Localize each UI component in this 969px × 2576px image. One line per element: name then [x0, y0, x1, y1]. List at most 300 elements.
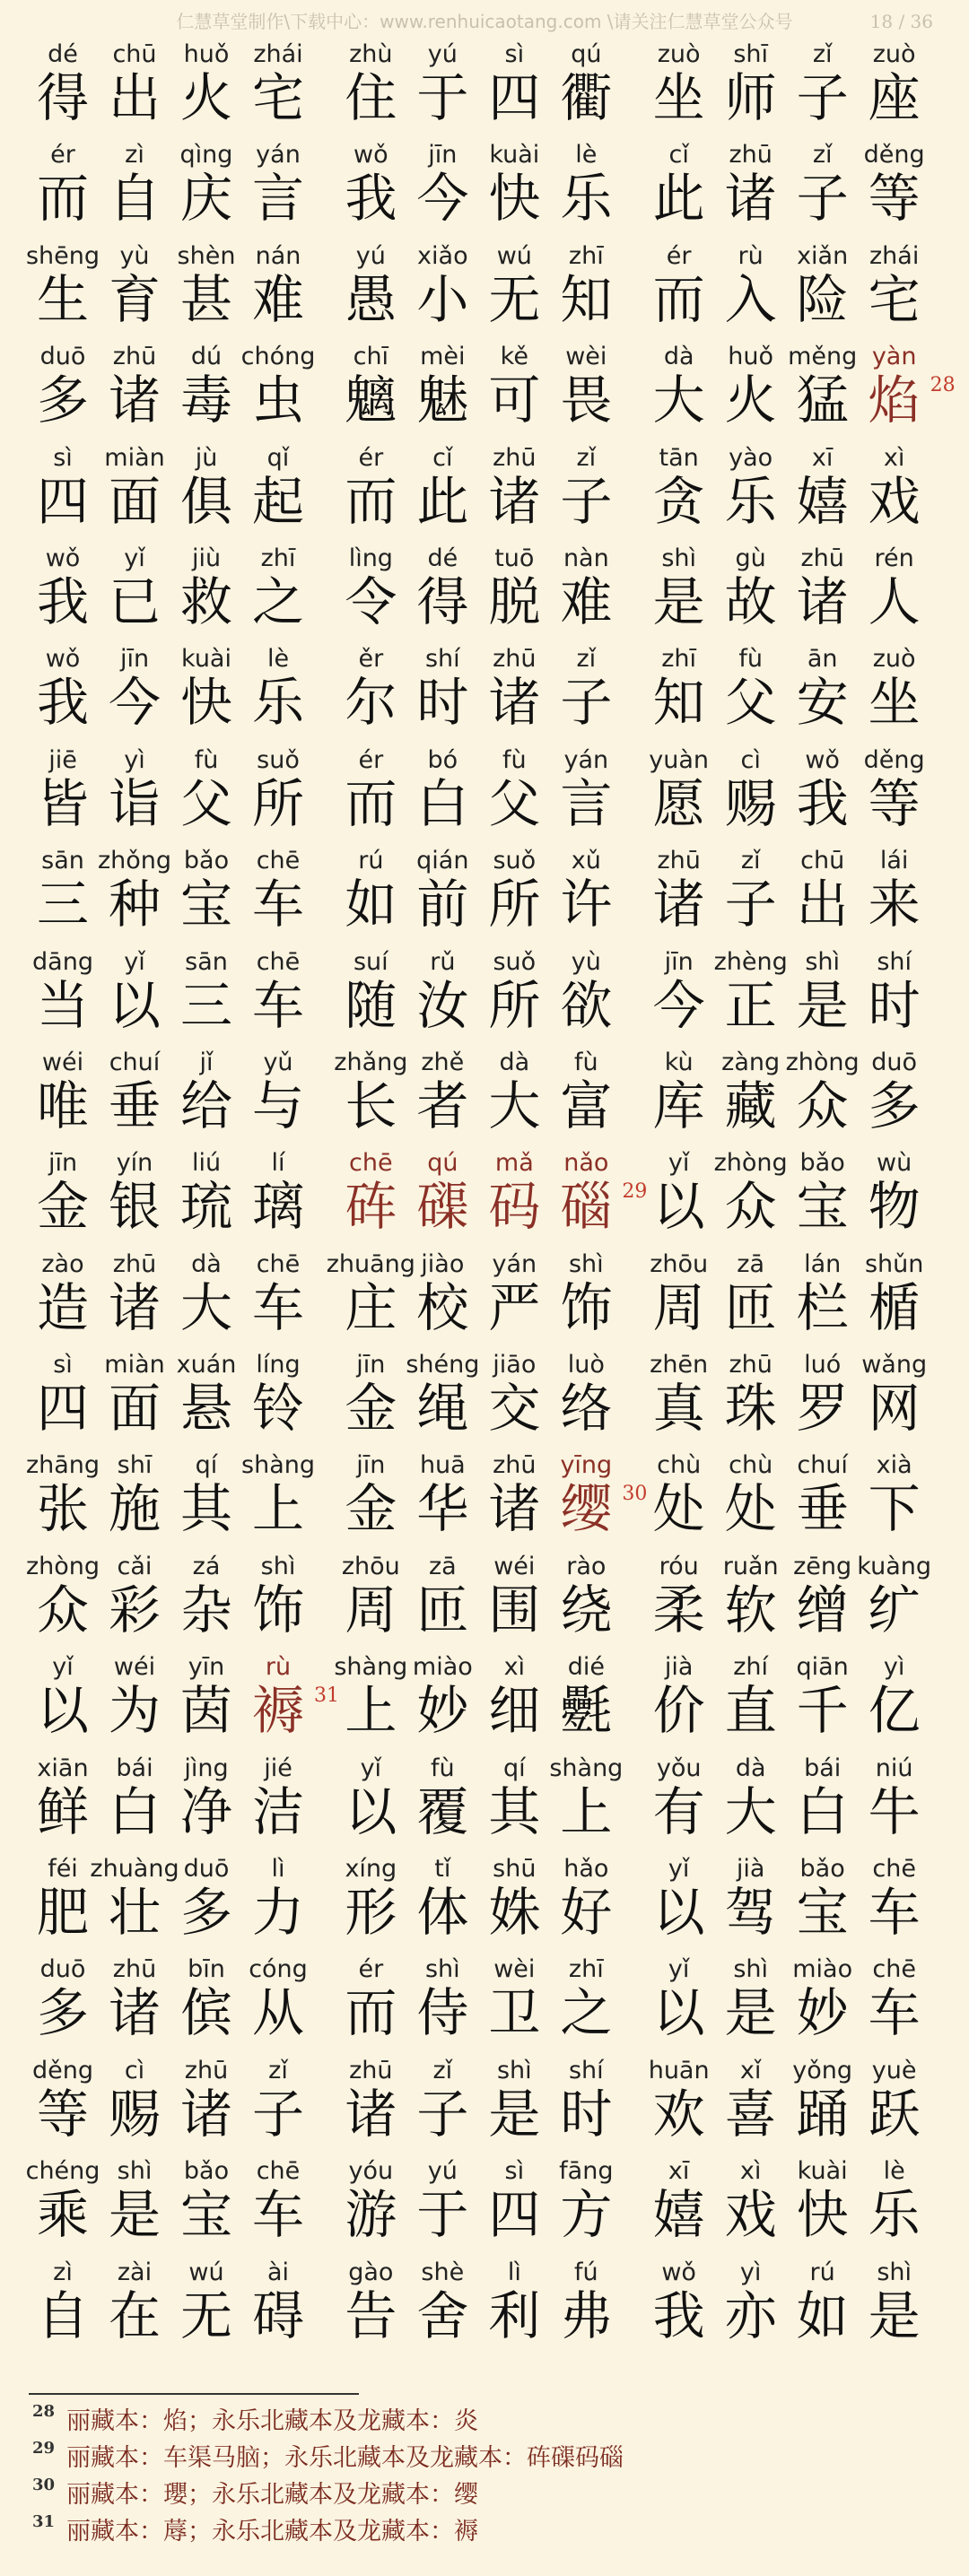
pinyin: lì — [271, 1855, 285, 1884]
hanzi: 众 — [796, 1075, 849, 1136]
character-cell — [859, 1850, 930, 1951]
pinyin: yīng — [560, 1451, 613, 1480]
character-cell — [99, 2052, 170, 2153]
hanzi: 磲 — [416, 1176, 469, 1238]
pinyin: jīn — [356, 1451, 386, 1480]
pinyin: sì — [53, 1351, 73, 1379]
verse-row — [27, 338, 956, 439]
hanzi: 弗 — [560, 2284, 613, 2346]
character-cell — [27, 1447, 99, 1547]
pinyin: shí — [877, 947, 912, 976]
character-cell — [715, 540, 787, 640]
character-cell — [715, 1850, 787, 1951]
verse-row — [27, 1246, 951, 1346]
verse-phrase — [27, 640, 335, 741]
character-cell — [550, 640, 622, 741]
character-cell — [99, 742, 170, 842]
character-cell — [643, 540, 715, 640]
character-cell — [27, 1144, 99, 1245]
hanzi: 珠 — [724, 1378, 777, 1440]
pinyin: shū — [493, 1855, 537, 1884]
hanzi: 子 — [560, 672, 613, 734]
pinyin: zhù — [349, 40, 393, 68]
pinyin: yuàn — [649, 745, 710, 774]
hanzi: 令 — [345, 570, 397, 632]
hanzi: 四 — [488, 67, 541, 128]
hanzi: 饰 — [560, 1276, 613, 1338]
character-cell — [643, 36, 715, 136]
footnote-reference[interactable]: 31 — [314, 1684, 339, 1708]
hanzi: 大 — [179, 1276, 232, 1338]
footnote-item — [32, 2477, 930, 2514]
hanzi: 子 — [251, 2083, 304, 2145]
verse-phrase — [27, 2254, 335, 2354]
pinyin: kuàng — [857, 1552, 932, 1580]
character-cell — [550, 36, 622, 136]
pinyin: huǒ — [183, 40, 230, 68]
hanzi: 诸 — [108, 1982, 161, 2044]
character-cell — [27, 1649, 99, 1749]
pinyin: yǐ — [360, 1754, 382, 1782]
hanzi: 罗 — [796, 1378, 849, 1440]
hanzi: 氎 — [560, 1680, 613, 1742]
character-cell — [478, 136, 550, 237]
hanzi: 等 — [868, 168, 921, 230]
character-cell — [170, 1447, 242, 1547]
character-cell — [643, 2153, 715, 2253]
pinyin: yǐ — [668, 1955, 690, 1984]
hanzi: 垂 — [796, 1478, 849, 1540]
hanzi: 其 — [488, 1780, 541, 1842]
verse-row — [27, 2153, 951, 2253]
hanzi: 从 — [251, 1982, 304, 2044]
pinyin: huǒ — [728, 343, 774, 371]
verse-phrase — [27, 944, 335, 1044]
character-cell — [242, 1750, 314, 1850]
pinyin: shàng — [241, 1451, 315, 1480]
hanzi: 交 — [488, 1378, 541, 1440]
verse-phrase — [643, 742, 951, 842]
pinyin: líng — [256, 1351, 301, 1379]
character-cell — [787, 1649, 859, 1749]
hanzi: 嬉 — [652, 2184, 705, 2246]
character-cell — [406, 1548, 478, 1649]
character-cell — [27, 1548, 99, 1649]
footnote-text: 丽藏本：瓔；永乐北藏本及龙藏本：缨 — [66, 2481, 478, 2509]
footnote-item — [32, 2404, 930, 2441]
hanzi: 知 — [560, 268, 613, 330]
hanzi: 悬 — [179, 1378, 232, 1440]
pinyin: yīn — [188, 1653, 225, 1682]
character-cell — [478, 640, 550, 741]
character-cell — [859, 1144, 930, 1245]
pinyin: qú — [571, 40, 602, 68]
character-cell — [787, 1951, 859, 2051]
pinyin: shì — [260, 1552, 296, 1580]
character-cell — [335, 2052, 406, 2153]
character-cell — [643, 2052, 715, 2153]
character-cell — [170, 1548, 242, 1649]
hanzi: 妙 — [796, 1982, 849, 2044]
hanzi: 是 — [652, 570, 705, 632]
page-header — [0, 0, 969, 39]
pinyin: kuài — [181, 645, 231, 674]
hanzi: 多 — [868, 1075, 921, 1136]
character-cell — [406, 338, 478, 439]
hanzi: 乐 — [724, 470, 777, 532]
hanzi: 入 — [724, 268, 777, 330]
character-cell — [99, 338, 170, 439]
hanzi: 面 — [108, 1378, 161, 1440]
character-cell — [27, 1951, 99, 2051]
hanzi: 游 — [345, 2184, 397, 2246]
pinyin: chéng — [25, 2157, 100, 2186]
character-cell — [643, 338, 715, 439]
character-cell — [550, 1447, 622, 1547]
hanzi: 魑 — [345, 370, 397, 431]
character-cell — [335, 1750, 406, 1850]
character-cell — [859, 944, 930, 1044]
character-cell — [99, 1750, 170, 1850]
pinyin: jīn — [664, 947, 694, 976]
character-cell — [170, 1246, 242, 1346]
pinyin: děng — [863, 745, 925, 774]
pinyin: shàng — [549, 1754, 624, 1782]
hanzi: 正 — [724, 974, 777, 1036]
hanzi: 子 — [724, 874, 777, 936]
character-cell — [27, 944, 99, 1044]
pinyin: lìng — [348, 544, 393, 572]
verse-phrase — [27, 238, 335, 338]
pinyin: ruǎn — [722, 1552, 779, 1580]
character-cell — [27, 842, 99, 943]
hanzi: 价 — [652, 1680, 705, 1742]
hanzi: 大 — [724, 1780, 777, 1842]
character-cell — [406, 238, 478, 338]
character-cell — [99, 1649, 170, 1749]
pinyin: jià — [664, 1653, 694, 1682]
hanzi: 匝 — [724, 1276, 777, 1338]
verse-phrase — [27, 1447, 335, 1547]
pinyin: miào — [412, 1653, 473, 1682]
character-cell — [715, 640, 787, 741]
pinyin: nàn — [563, 544, 609, 572]
hanzi: 许 — [560, 874, 613, 936]
character-cell — [335, 238, 406, 338]
hanzi: 得 — [416, 570, 469, 632]
character-cell — [787, 2153, 859, 2253]
hanzi: 欢 — [652, 2083, 705, 2145]
verse-phrase — [335, 1750, 642, 1850]
footnote-text: 丽藏本：车渠马脑；永乐北藏本及龙藏本：砗磲码碯 — [66, 2444, 624, 2472]
hanzi: 软 — [724, 1579, 777, 1640]
hanzi: 与 — [251, 1075, 304, 1136]
character-cell — [242, 1044, 314, 1144]
pinyin: zhū — [657, 847, 701, 875]
character-cell — [27, 1246, 99, 1346]
pinyin: luò — [567, 1351, 605, 1379]
hanzi: 此 — [652, 168, 705, 230]
footnote-reference[interactable]: 28 — [930, 374, 956, 397]
character-cell — [27, 2052, 99, 2153]
pinyin: zhū — [112, 1249, 157, 1278]
verse-phrase — [643, 439, 951, 540]
verse-row — [27, 36, 951, 136]
character-cell — [478, 540, 550, 640]
hanzi: 宝 — [796, 1176, 849, 1238]
character-cell — [550, 238, 622, 338]
hanzi: 子 — [560, 470, 613, 532]
pinyin: suǒ — [493, 847, 537, 875]
character-cell — [335, 1144, 406, 1245]
verse-phrase — [27, 2153, 335, 2253]
hanzi: 众 — [36, 1579, 89, 1640]
footnote-reference[interactable]: 30 — [622, 1483, 648, 1506]
hanzi: 故 — [724, 570, 777, 632]
pinyin: suǒ — [257, 745, 300, 774]
pinyin: kù — [664, 1048, 694, 1076]
hanzi: 如 — [796, 2284, 849, 2346]
verse-row — [27, 842, 951, 943]
pinyin: sān — [41, 847, 84, 875]
hanzi: 嬉 — [796, 470, 849, 532]
hanzi: 险 — [796, 268, 849, 330]
pinyin: děng — [863, 141, 925, 170]
footnote-text: 丽藏本：焰；永乐北藏本及龙藏本：炎 — [66, 2407, 478, 2435]
hanzi: 网 — [868, 1378, 921, 1440]
verse-phrase — [335, 540, 642, 640]
hanzi: 诸 — [488, 470, 541, 532]
pinyin: qián — [416, 847, 469, 875]
hanzi: 是 — [796, 974, 849, 1036]
hanzi: 众 — [724, 1176, 777, 1238]
pinyin: bǎo — [799, 1149, 845, 1178]
verse-phrase — [27, 338, 335, 439]
hanzi: 白 — [796, 1780, 849, 1842]
character-cell — [859, 1246, 930, 1346]
character-cell — [406, 136, 478, 237]
pinyin: zhǎng — [334, 1048, 408, 1076]
character-cell — [478, 1750, 550, 1850]
verse-row — [27, 1044, 951, 1144]
pinyin: mǎ — [494, 1149, 534, 1178]
character-cell — [643, 742, 715, 842]
verse-phrase — [335, 2153, 642, 2253]
pinyin: zhě — [421, 1048, 465, 1076]
pinyin: qí — [503, 1754, 526, 1782]
hanzi: 姝 — [488, 1882, 541, 1944]
character-cell — [715, 1144, 787, 1245]
verse-row — [27, 640, 951, 741]
pinyin: ér — [358, 745, 384, 774]
hanzi: 快 — [796, 2184, 849, 2246]
hanzi: 宅 — [868, 268, 921, 330]
character-cell — [787, 640, 859, 741]
hanzi: 当 — [36, 974, 89, 1036]
verse-row — [27, 1951, 951, 2051]
hanzi: 宅 — [251, 67, 304, 128]
character-cell — [242, 338, 314, 439]
character-cell — [335, 1548, 406, 1649]
character-cell — [99, 439, 170, 540]
pinyin: shī — [733, 40, 768, 68]
pinyin: lè — [266, 645, 290, 674]
hanzi: 诸 — [345, 2083, 397, 2145]
character-cell — [478, 1548, 550, 1649]
hanzi: 可 — [488, 370, 541, 431]
hanzi: 乐 — [868, 2184, 921, 2246]
pinyin: fú — [574, 2258, 598, 2286]
hanzi: 座 — [868, 67, 921, 128]
pinyin: xiǎn — [797, 241, 849, 270]
pinyin: róu — [659, 1552, 699, 1580]
hanzi: 今 — [652, 974, 705, 1036]
pinyin: lái — [879, 847, 909, 875]
hanzi: 已 — [108, 570, 161, 632]
hanzi: 碍 — [251, 2284, 304, 2346]
verse-row — [27, 2052, 951, 2153]
character-cell — [550, 540, 622, 640]
verse-phrase — [643, 1044, 951, 1144]
pinyin: cǐ — [668, 141, 689, 170]
pinyin: rù — [738, 241, 764, 270]
pinyin: dà — [663, 343, 694, 371]
hanzi: 时 — [868, 974, 921, 1036]
character-cell — [787, 1044, 859, 1144]
pinyin: gào — [348, 2258, 394, 2286]
character-cell — [242, 742, 314, 842]
character-cell — [406, 1951, 478, 2051]
character-cell — [787, 1346, 859, 1447]
hanzi: 尔 — [345, 672, 397, 734]
hanzi: 猛 — [796, 370, 849, 431]
verse-phrase — [335, 842, 642, 943]
pinyin: zhī — [661, 645, 697, 674]
pinyin: huā — [419, 1451, 466, 1480]
hanzi: 愚 — [345, 268, 397, 330]
pinyin: zhōu — [650, 1249, 709, 1278]
character-cell — [170, 540, 242, 640]
character-cell — [27, 238, 99, 338]
verse-phrase — [643, 1447, 951, 1547]
character-cell — [643, 1850, 715, 1951]
pinyin: ěr — [358, 645, 384, 674]
pinyin: wèi — [565, 343, 607, 371]
pinyin: yán — [563, 745, 609, 774]
character-cell — [27, 1346, 99, 1447]
character-cell — [170, 238, 242, 338]
verse-row — [27, 1649, 951, 1749]
hanzi: 师 — [724, 67, 777, 128]
hanzi: 以 — [108, 974, 161, 1036]
character-cell — [406, 1447, 478, 1547]
hanzi: 亿 — [868, 1680, 921, 1742]
hanzi: 所 — [488, 874, 541, 936]
verse-phrase — [643, 1548, 951, 1649]
pinyin: fù — [194, 745, 219, 774]
pinyin: lì — [507, 2258, 521, 2286]
character-cell — [715, 842, 787, 943]
character-cell — [170, 742, 242, 842]
character-cell — [99, 136, 170, 237]
pinyin: chū — [800, 847, 845, 875]
character-cell — [715, 1044, 787, 1144]
character-cell — [27, 338, 99, 439]
character-cell — [787, 439, 859, 540]
pinyin: zhū — [493, 1451, 537, 1480]
hanzi: 净 — [179, 1780, 232, 1842]
footnote-reference[interactable]: 29 — [622, 1180, 648, 1204]
hanzi: 围 — [488, 1579, 541, 1640]
verse-row — [27, 944, 951, 1044]
hanzi: 贪 — [652, 470, 705, 532]
character-cell — [787, 540, 859, 640]
pinyin: zhōu — [341, 1552, 400, 1580]
character-cell — [27, 36, 99, 136]
verse-phrase — [27, 36, 335, 136]
hanzi: 藏 — [724, 1075, 777, 1136]
pinyin: shèn — [177, 241, 236, 270]
verse-phrase — [643, 842, 951, 943]
hanzi: 救 — [179, 570, 232, 632]
pinyin: wú — [496, 241, 532, 270]
character-cell — [242, 136, 314, 237]
pinyin: yǐ — [668, 1855, 690, 1884]
character-cell — [406, 742, 478, 842]
hanzi: 知 — [652, 672, 705, 734]
character-cell — [715, 1447, 787, 1547]
pinyin: wèi — [493, 1955, 536, 1984]
hanzi: 欲 — [560, 974, 613, 1036]
hanzi: 驾 — [724, 1882, 777, 1944]
pinyin: miàn — [104, 443, 165, 472]
hanzi: 庄 — [345, 1276, 397, 1338]
hanzi: 车 — [251, 1276, 304, 1338]
pinyin: xǔ — [571, 847, 601, 875]
pinyin: dāng — [32, 947, 93, 976]
hanzi: 璃 — [251, 1176, 304, 1238]
hanzi: 三 — [36, 874, 89, 936]
character-cell — [859, 1649, 930, 1749]
character-cell — [406, 842, 478, 943]
character-cell — [859, 439, 930, 540]
pinyin: zhuàng — [90, 1855, 179, 1884]
hanzi: 无 — [179, 2284, 232, 2346]
pinyin: zhū — [493, 443, 537, 472]
verse-phrase — [27, 1850, 335, 1951]
character-cell — [335, 944, 406, 1044]
hanzi: 魅 — [416, 370, 469, 431]
character-cell — [478, 1044, 550, 1144]
character-cell — [406, 2052, 478, 2153]
character-cell — [335, 540, 406, 640]
pinyin: jīn — [428, 141, 458, 170]
character-cell — [643, 842, 715, 943]
character-cell — [859, 1750, 930, 1850]
hanzi: 难 — [251, 268, 304, 330]
hanzi: 栏 — [796, 1276, 849, 1338]
pinyin: zhū — [493, 645, 537, 674]
pinyin: zhēn — [650, 1351, 709, 1379]
pinyin: suí — [353, 947, 388, 976]
hanzi: 华 — [416, 1478, 469, 1540]
character-cell — [550, 1144, 622, 1245]
pinyin: qiān — [796, 1653, 849, 1682]
hanzi: 快 — [488, 168, 541, 230]
pinyin: kuài — [489, 141, 540, 170]
pinyin: fù — [502, 745, 527, 774]
footnote-item — [32, 2514, 930, 2551]
